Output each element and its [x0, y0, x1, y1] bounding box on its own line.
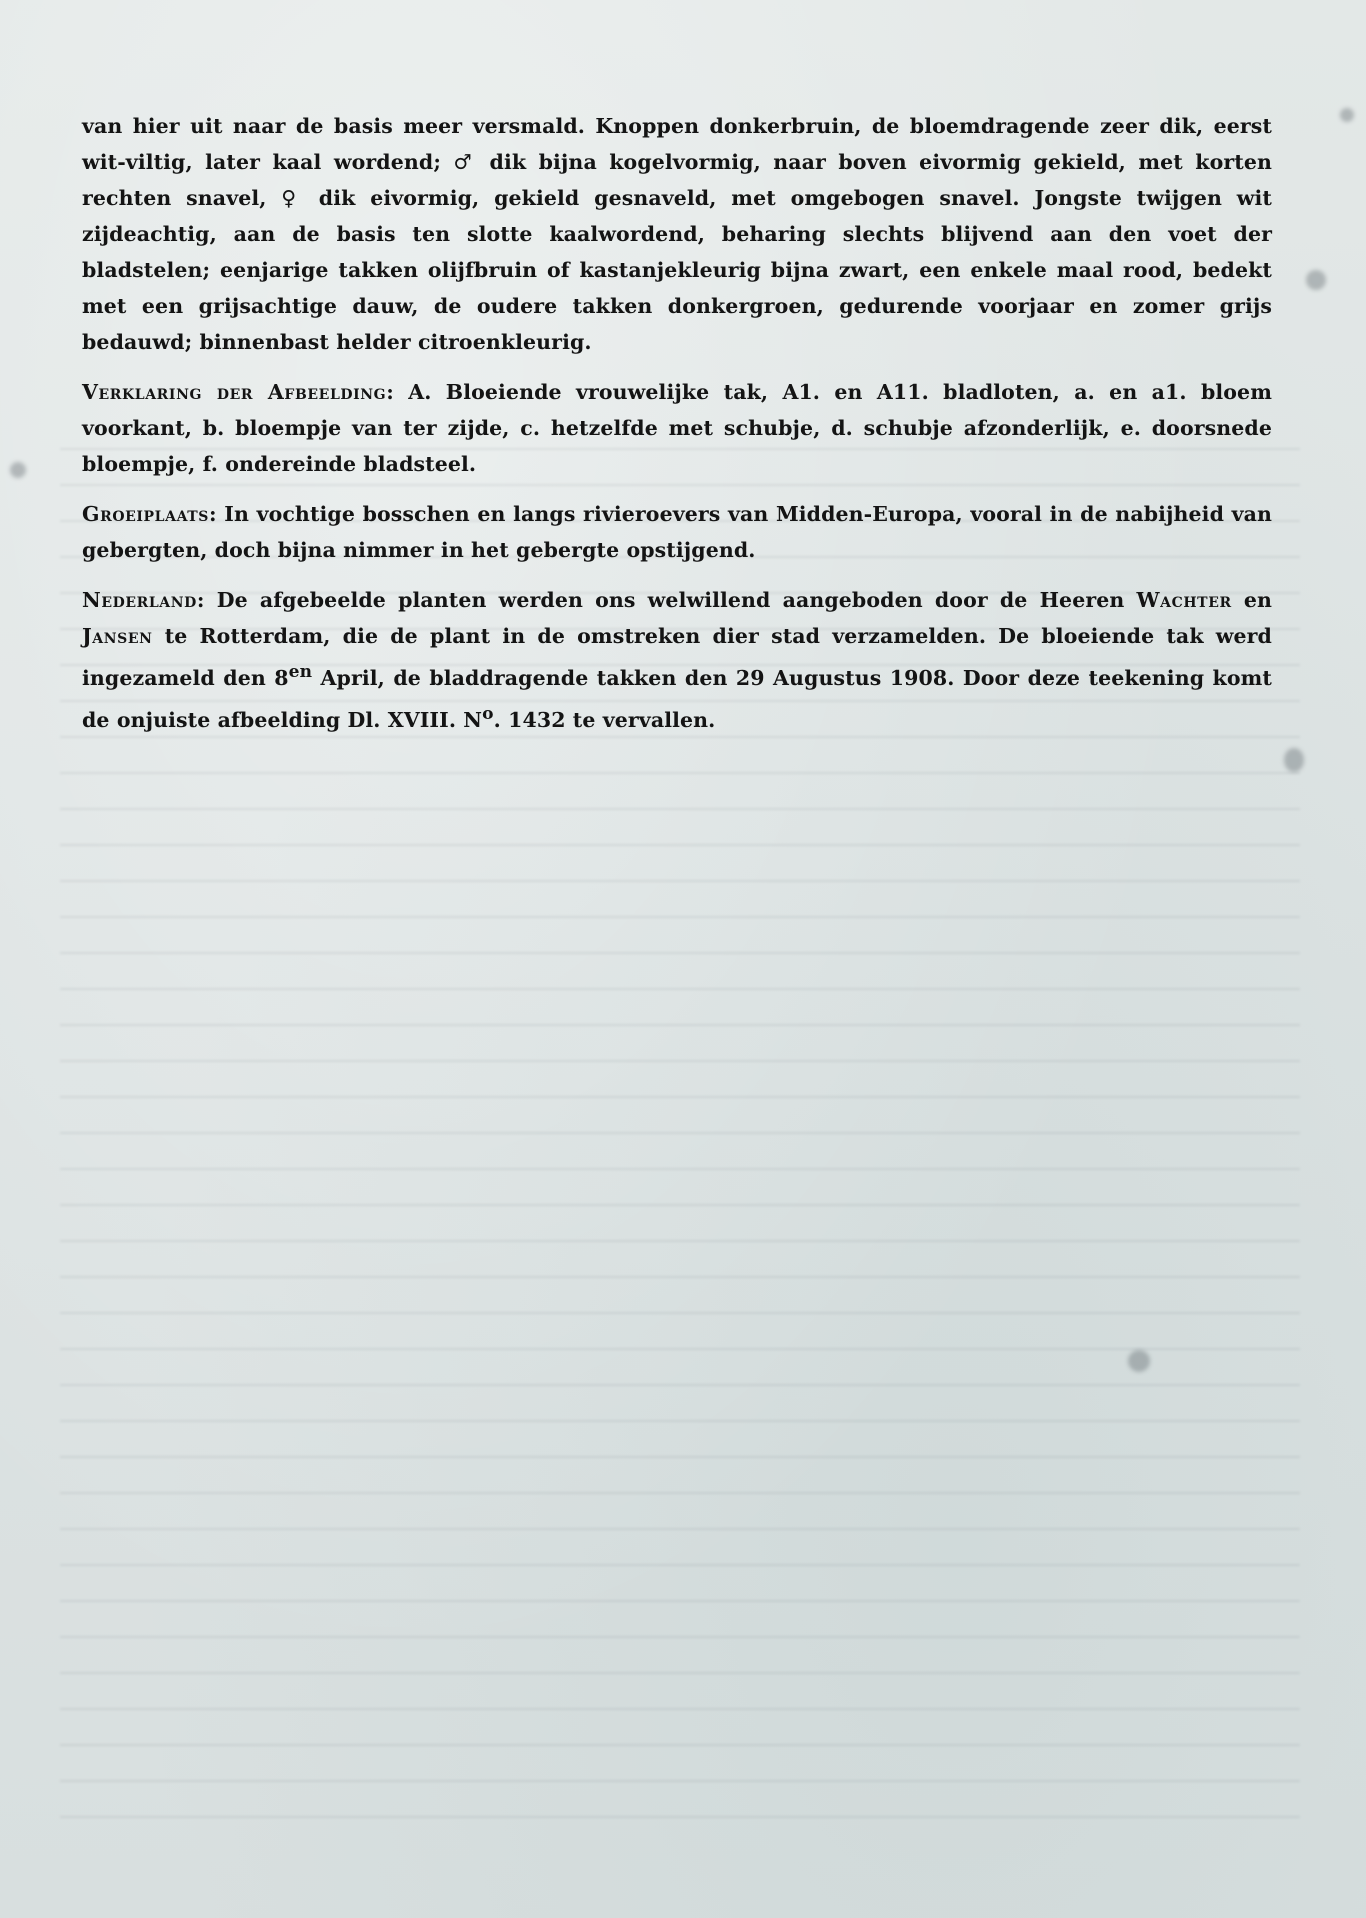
groeiplaats-text: In vochtige bosschen en langs rivieroevers van Midden-Europa, vooral in de nabijheid van gebergten, doch bijna nimmer in het gebergte opstijgend.: [82, 502, 1272, 562]
page-speck: [1306, 270, 1326, 290]
verklaring-paragraph: [82, 374, 1272, 482]
conjunction: en: [1231, 588, 1273, 612]
page-speck: [1340, 108, 1354, 122]
nederland-text-end: . 1432 te vervallen.: [493, 707, 716, 732]
groeiplaats-heading: Groeiplaats: [82, 502, 210, 526]
heading-colon: :: [196, 588, 217, 612]
person-name-jansen: Jansen: [82, 624, 153, 648]
verklaring-heading: Verklaring der Afbeelding: [82, 380, 387, 404]
nederland-text-after: April, de bladdragende takken den 29 Augustus 1908. Door deze teekening komt de onjuiste afbeelding Dl. XVIII. N: [82, 665, 1272, 732]
page-speck: [10, 462, 26, 478]
superscript-en: en: [288, 662, 313, 682]
nederland-heading: Nederland: [82, 588, 197, 612]
superscript-o: o: [482, 703, 494, 724]
description-paragraph: van hier uit naar de basis meer versmald. Knoppen donkerbruin, de bloemdragende zeer dik, eerst wit-viltig, later kaal wordend; ♂ dik bijna kogelvormig, naar boven eivormig gekield, met korten rechten snavel, ♀ dik eivormig, gekield gesnaveld, met omgebogen snavel. Jongste twijgen wit zijdeachtig, aan de basis ten slotte kaalwordend, beharing slechts blijvend aan den voet der bladstelen; eenjarige takken olijfbruin of kastanjekleurig bijna zwart, een enkele maal rood, bedekt met een grijsachtige dauw, de oudere takken donkergroen, gedurende voorjaar en zomer grijs bedauwd; binnenbast helder citroenkleurig.: [82, 114, 1272, 354]
page-speck: [1284, 748, 1304, 772]
verklaring-text: A. Bloeiende vrouwelijke tak, A1. en A11. bladloten, a. en a1. bloem voorkant, b. bloempje van ter zijde, c. hetzelfde met schubje, d. schubje afzonderlijk, e. doorsnede bloempje, f. ondereinde bladsteel.: [82, 380, 1272, 476]
document-text: [82, 108, 1272, 752]
page-speck: [1128, 1350, 1150, 1372]
nederland-paragraph: [82, 582, 1272, 738]
heading-colon: :: [209, 502, 225, 526]
person-name-wachter: Wachter: [1136, 588, 1232, 612]
groeiplaats-paragraph: [82, 496, 1272, 568]
nederland-text-before: De afgebeelde planten werden ons welwillend aangeboden door de Heeren: [216, 588, 1137, 612]
heading-colon: :: [386, 380, 409, 404]
nederland-text-mid: te Rotterdam, die de plant in de omstreken dier stad verzamelden. De bloeiende tak werd ingezameld den 8: [82, 624, 1272, 690]
